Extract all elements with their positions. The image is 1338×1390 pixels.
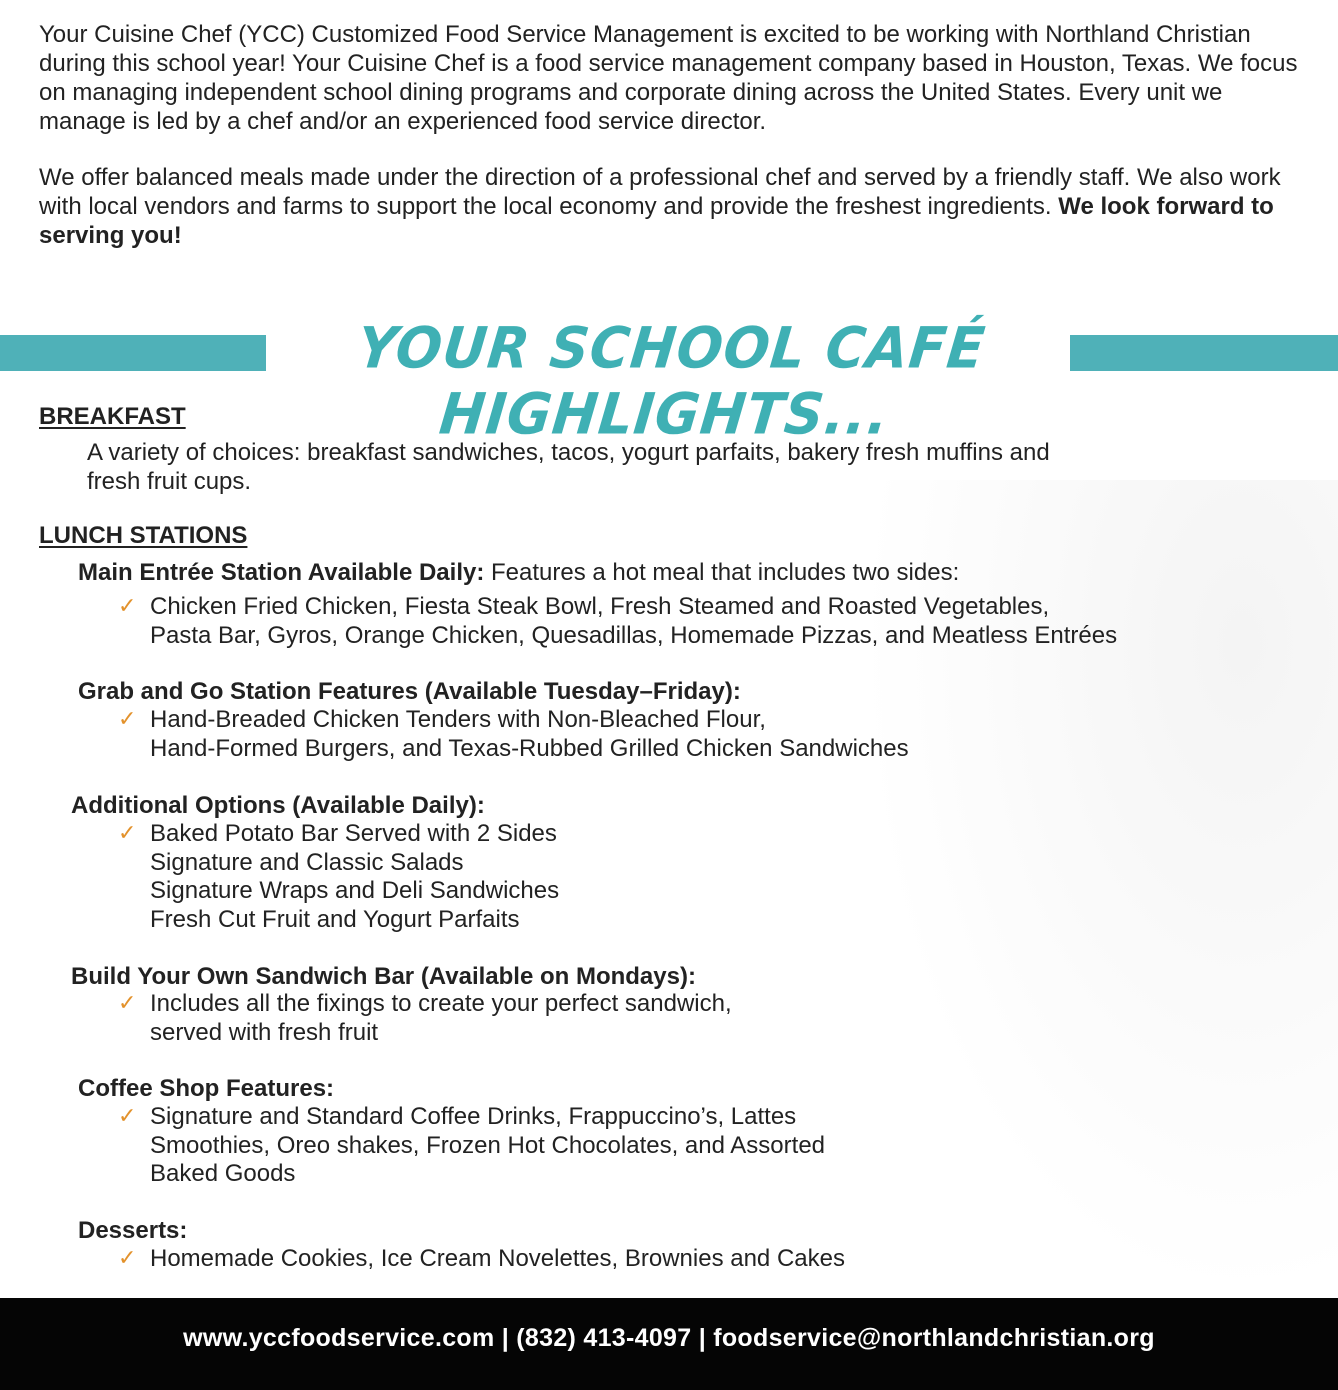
- grab-and-go-items: [150, 706, 909, 763]
- sandwich-bar-line-1: Includes all the fixings to create your perfect sandwich,: [150, 990, 732, 1017]
- desserts-label: Desserts:: [78, 1217, 188, 1244]
- main-entree-items: [150, 593, 1117, 650]
- main-entree-line-1: Chicken Fried Chicken, Fiesta Steak Bowl, Fresh Steamed and Roasted Vegetables,: [150, 593, 1050, 620]
- grab-and-go-heading: [78, 677, 741, 706]
- grab-and-go-line-2: Hand-Formed Burgers, and Texas-Rubbed Grilled Chicken Sandwiches: [150, 734, 909, 762]
- additional-options-label: Additional Options (Available Daily):: [71, 792, 485, 819]
- check-icon: ✓: [118, 991, 137, 1016]
- desserts-heading: [78, 1216, 187, 1245]
- coffee-shop-heading: [78, 1074, 334, 1103]
- grab-and-go-label: Grab and Go Station Features (Available Tuesday–Friday):: [78, 678, 741, 705]
- check-icon: ✓: [118, 821, 137, 846]
- sandwich-bar-label: Build Your Own Sandwich Bar (Available on Mondays):: [71, 963, 696, 990]
- grab-and-go-line-1: Hand-Breaded Chicken Tenders with Non-Bleached Flour,: [150, 706, 766, 733]
- intro-paragraph-2-text: We offer balanced meals made under the direction of a professional chef and served by a friendly staff. We also work with local vendors and farms to support the local economy and provide the freshest ingredients.: [39, 164, 1281, 220]
- coffee-line-1: Signature and Standard Coffee Drinks, Frappuccino’s, Lattes: [150, 1103, 797, 1130]
- check-icon: ✓: [118, 1104, 137, 1129]
- additional-line-2: Signature and Classic Salads: [150, 848, 464, 876]
- lunch-heading: LUNCH STATIONS: [39, 522, 248, 549]
- coffee-shop-label: Coffee Shop Features:: [78, 1075, 335, 1102]
- breakfast-line-1: A variety of choices: breakfast sandwiches, tacos, yogurt parfaits, bakery fresh muffins and: [87, 439, 1050, 466]
- check-icon: ✓: [118, 1246, 137, 1271]
- coffee-line-3: Baked Goods: [150, 1160, 296, 1187]
- additional-line-1: Baked Potato Bar Served with 2 Sides: [150, 820, 557, 847]
- check-icon: ✓: [118, 707, 137, 732]
- check-icon: ✓: [118, 594, 137, 619]
- coffee-line-2: Smoothies, Oreo shakes, Frozen Hot Chocolates, and Assorted: [150, 1131, 826, 1159]
- footer-contact-bar: www.yccfoodservice.com | (832) 413-4097 | foodservice@northlandchristian.org: [0, 1298, 1338, 1390]
- coffee-shop-items: [150, 1103, 825, 1189]
- breakfast-line-2: fresh fruit cups.: [87, 468, 252, 495]
- desserts-items: [150, 1245, 845, 1274]
- intro-closing: We look forward to serving you!: [39, 193, 1274, 249]
- additional-line-4: Fresh Cut Fruit and Yogurt Parfaits: [150, 905, 520, 933]
- desserts-line-1: Homemade Cookies, Ice Cream Novelettes, Brownies and Cakes: [150, 1245, 845, 1272]
- banner-title: YOUR SCHOOL CAFÉ HIGHLIGHTS...: [354, 314, 989, 448]
- main-entree-line-2: Pasta Bar, Gyros, Orange Chicken, Quesadillas, Homemade Pizzas, and Meatless Entrées: [150, 621, 1118, 649]
- breakfast-heading: BREAKFAST: [39, 403, 186, 430]
- main-entree-heading: [78, 558, 959, 587]
- main-entree-desc: Features a hot meal that includes two sides:: [484, 559, 960, 586]
- main-entree-label: Main Entrée Station Available Daily:: [78, 559, 485, 586]
- additional-line-3: Signature Wraps and Deli Sandwiches: [150, 877, 560, 904]
- sandwich-bar-items: [150, 990, 732, 1047]
- additional-options-items: [150, 820, 559, 934]
- sandwich-bar-line-2: served with fresh fruit: [150, 1018, 379, 1046]
- additional-options-heading: [71, 791, 485, 820]
- sandwich-bar-heading: [71, 962, 696, 991]
- breakfast-description: [87, 438, 1050, 496]
- intro-paragraph-1: Your Cuisine Chef (YCC) Customized Food Service Management is excited to be working with Northland Christian during this school year! Your Cuisine Chef is a food service management company based in Houston, Texas. We focus on managing independent school dining programs and corporate dining across the United States. Every unit we manage is led by a chef and/or an experienced food service director.: [39, 21, 1298, 135]
